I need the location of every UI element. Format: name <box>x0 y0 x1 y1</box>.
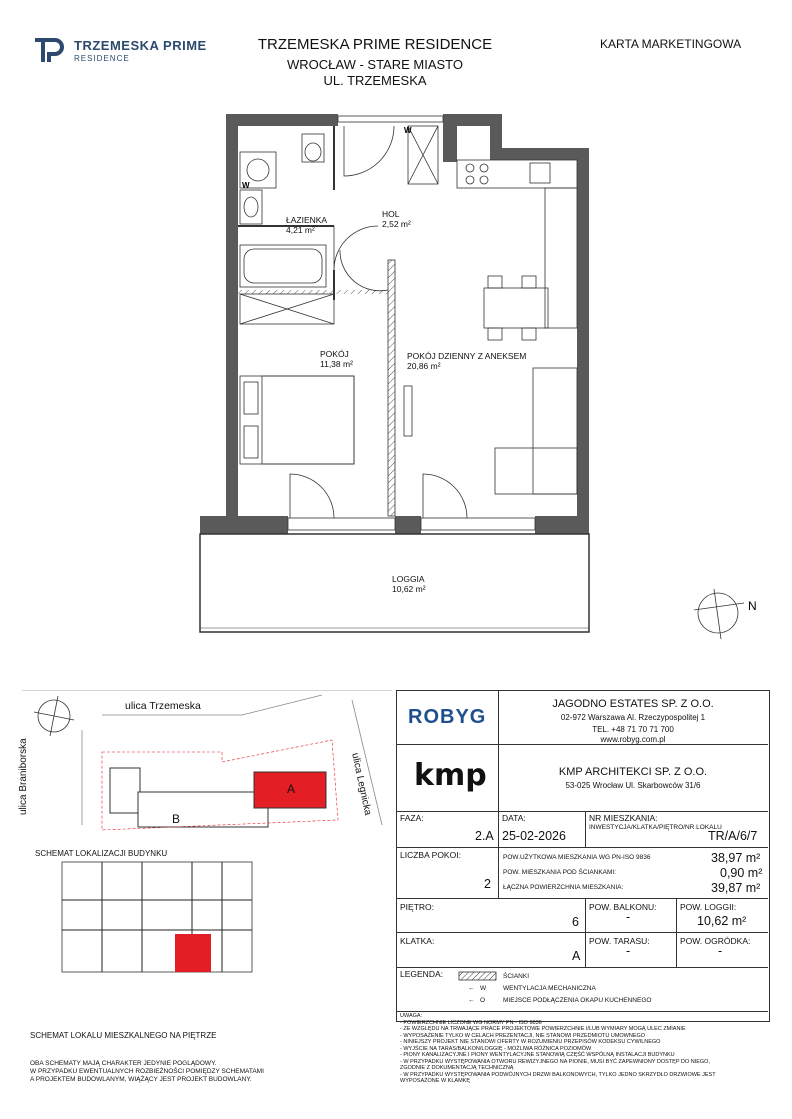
architect-name: KMP ARCHITEKCI SP. Z O.O. <box>558 766 708 778</box>
legend-vent: WENTYLACJA MECHANICZNA <box>503 985 596 992</box>
living-room-label: POKÓJ DZIENNY Z ANEKSEM 20,86 m² <box>407 351 527 371</box>
date-label: DATA: <box>502 813 526 823</box>
developer-name: JAGODNO ESTATES SP. Z O.O. <box>552 698 714 710</box>
robyg-logo: ROBYG <box>408 706 487 728</box>
developer-phone: TEL. +48 71 70 71 700 <box>592 725 674 734</box>
hood-arrow-icon: ← <box>468 997 475 1004</box>
garden-label: POW. OGRÓDKA: <box>680 936 751 946</box>
garden-value: - <box>718 944 723 958</box>
loggia-area-label: POW. LOGGII: <box>680 902 737 912</box>
legend-title: LEGENDA: <box>400 969 443 979</box>
schematic-disclaimer: OBA SCHEMATY MAJĄ CHARAKTER JEDYNIE POGLĄDOWY. W PRZYPADKU EWENTUALNYCH ROZBIEŻNOŚCI POMIĘDZY SCHEMATAMI A PROJEKTEM BUDOWLANYM, WIĄŻĄCY JEST PROJEKT BUDOWLANY. <box>30 1060 264 1083</box>
vent-marker-bath: W <box>242 181 250 190</box>
city-label: WROCŁAW - STARE MIASTO <box>287 57 463 72</box>
notes: UWAGA: - POWIERZCHNIE LICZONE WG NORMY PN - ISO 9836 - ZE WZGLĘDU NA TRWAJĄCE PRACE PROJEKTOWE POWIERZCHNIE I/LUB WYMIARY MOGĄ ULEC ZMIANIE - WYPOSAŻENIE TYLKO W CELACH PREZENTACJI, NIE STANOWI PRZEDMIOTU UMOWNEGO - NINIEJSZY PROJEKT NIE STANOWI OFERTY W ROZUMIENIU PRZEPISÓW KODEKSU CYWILNEGO - WYJŚCIE NA TARAS/BALKON/LOGGIĘ - MOŻLIWA RÓŻNICA POZIOMÓW - PIONY KANALIZACYJNE I PIONY WENTYLACYJNE STANOWIĄ CZĘŚĆ WSPÓLNĄ INSTALACJI BUDYNKU - W PRZYPADKU WYSTĘPOWANIA OTWORU REWIZYJNEGO NA PIONIE, MUSI BYĆ ZAPEWNIONY DOSTĘP DO NIEGO, ZGODNIE Z DOKUMENTACJĄ TECHNICZNĄ - W PRZYPADKU WYSTĘPOWANIA PODWÓJNYCH DRZWI BALKONOWYCH, TYLKO JEDNO SKRZYDŁO DRZWIOWE JEST WYPOSAŻONE W KLAMKĘ <box>400 1013 716 1084</box>
vent-marker-hall: W <box>404 126 412 135</box>
date-value: 25-02-2026 <box>502 829 566 843</box>
street-top-label: ulica Trzemeska <box>125 700 201 712</box>
kmp-logo: kmp <box>414 758 487 793</box>
street-right-label: ulica Legnicka <box>349 752 374 817</box>
brand-subtitle: RESIDENCE <box>74 54 130 63</box>
balcony-value: - <box>626 910 631 924</box>
rooms-label: LICZBA POKOI: <box>400 850 461 860</box>
phase-label: FAZA: <box>400 813 424 823</box>
compass-icon <box>694 589 744 639</box>
floor-label: PIĘTRO: <box>400 902 435 912</box>
loggia-area-value: 10,62 m² <box>697 914 747 928</box>
wall-hatch-icon <box>458 971 498 981</box>
brand-name: TRZEMESKA PRIME <box>74 38 207 53</box>
slope-area-value: 0,90 m² <box>720 866 763 880</box>
developer-web: www.robyg.com.pl <box>600 735 666 744</box>
terrace-value: - <box>626 944 631 958</box>
usable-area-value: 38,97 m² <box>711 851 761 865</box>
page-title: TRZEMESKA PRIME RESIDENCE <box>257 36 493 53</box>
vent-symbol: W <box>480 985 487 992</box>
stair-value: A <box>572 949 581 963</box>
building-a-label: A <box>287 782 296 796</box>
rooms-value: 2 <box>484 877 491 891</box>
total-area-label: ŁĄCZNA POWIERZCHNIA MIESZKANIA: <box>503 884 624 891</box>
loggia-label: LOGGIA 10,62 m² <box>392 574 426 594</box>
architect-address: 53-025 Wrocław Ul. Skarbowców 31/6 <box>565 781 701 790</box>
developer-address: 02-972 Warszawa Al. Rzeczypospolitej 1 <box>560 713 706 722</box>
hood-symbol: O <box>480 997 486 1004</box>
bedroom-label: POKÓJ 11,38 m² <box>320 349 353 369</box>
building-b-label: B <box>172 812 181 826</box>
compass-north: N <box>748 599 757 613</box>
furniture <box>240 368 577 494</box>
legend-walls: ŚCIANKI <box>503 973 530 980</box>
unit-sublabel: INWESTYCJA/KLATKA/PIĘTRO/NR LOKALU <box>589 824 722 831</box>
street-left-label: ulica Braniborska <box>18 738 29 815</box>
vent-arrow-icon: ← <box>468 985 475 992</box>
bathroom-label: ŁAZIENKA 4,21 m² <box>286 215 328 235</box>
unit-value: TR/A/6/7 <box>708 829 758 843</box>
usable-area-label: POW.UŻYTKOWA MIESZKANIA WG PN-ISO 9836 <box>503 854 651 861</box>
floor-caption: SCHEMAT LOKALU MIESZKALNEGO NA PIĘTRZE <box>30 1031 217 1040</box>
kitchen-fixtures <box>457 160 577 340</box>
doors <box>290 126 467 518</box>
unit-label: NR MIESZKANIA: <box>589 813 658 823</box>
balcony-label: POW. BALKONU: <box>589 902 657 912</box>
terrace-label: POW. TARASU: <box>589 936 650 946</box>
street-label: UL. TRZEMESKA <box>323 73 427 88</box>
total-area-value: 39,87 m² <box>711 881 761 895</box>
stair-label: KLATKA: <box>400 936 435 946</box>
legend-hood: MIEJSCE PODŁĄCZENIA OKAPU KUCHENNEGO <box>503 997 652 1004</box>
phase-value: 2.A <box>475 829 494 843</box>
hall-label: HOL 2,52 m² <box>382 209 411 229</box>
site-compass-icon <box>34 696 74 736</box>
unit-highlight <box>175 934 211 972</box>
floor-value: 6 <box>572 915 579 929</box>
slope-area-label: POW. MIESZKANIA POD ŚCIANKAMI: <box>503 869 617 876</box>
trzemeska-logo-icon <box>33 36 65 66</box>
site-caption: SCHEMAT LOKALIZACJI BUDYNKU <box>35 849 168 858</box>
card-type: KARTA MARKETINGOWA <box>600 37 742 51</box>
